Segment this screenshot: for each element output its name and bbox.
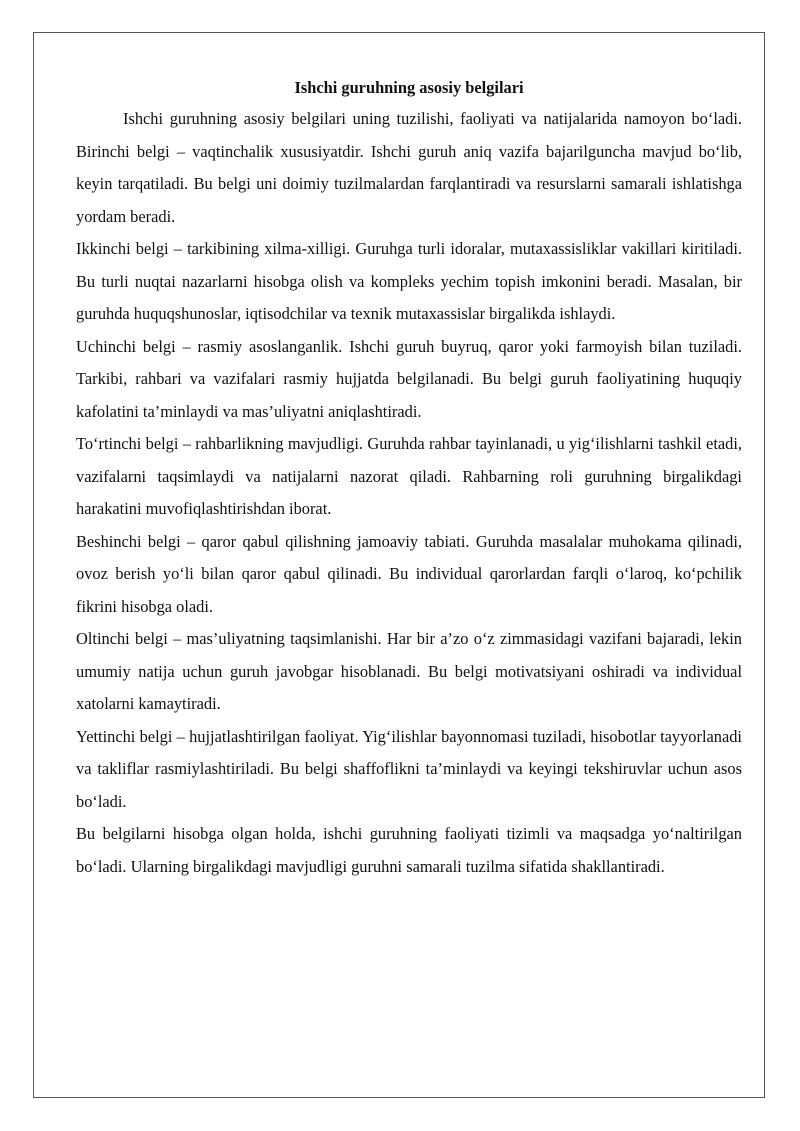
- paragraph-fourth-feature: To‘rtinchi belgi – rahbarlikning mavjudligi. Guruhda rahbar tayinlanadi, u yig‘ilishlarni tashkil etadi, vazifalarni taqsimlaydi va natijalarni nazorat qiladi. Rahbarning roli guruhning birgalikdagi harakatini muvofiqlashtirishdan iborat.: [76, 434, 742, 518]
- paragraph-conclusion: Bu belgilarni hisobga olgan holda, ishchi guruhning faoliyati tizimli va maqsadga yo‘naltirilgan bo‘ladi. Ularning birgalikdagi mavjudligi guruhni samarali tuzilma sifatida shakllantiradi.: [76, 824, 742, 876]
- document-body: [76, 76, 742, 883]
- document-title: Ishchi guruhning asosiy belgilari: [294, 78, 524, 97]
- paragraph-seventh-feature: Yettinchi belgi – hujjatlashtirilgan faoliyat. Yig‘ilishlar bayonnomasi tuziladi, hisobotlar tayyorlanadi va takliflar rasmiylashtiriladi. Bu belgi shaffoflikni ta’minlaydi va keyingi tekshiruvlar uchun asos bo‘ladi.: [76, 726, 742, 811]
- paragraph-fifth-feature: Beshinchi belgi – qaror qabul qilishning jamoaviy tabiati. Guruhda masalalar muhokama qilinadi, ovoz berish yo‘li bilan qaror qabul qilinadi. Bu individual qarorlardan farqli o‘laroq, ko‘pchilik fikrini hisobga oladi.: [76, 531, 742, 616]
- paragraph-intro: Ishchi guruhning asosiy belgilari uning tuzilishi, faoliyati va natijalarida namoyon bo‘ladi. Birinchi belgi – vaqtinchalik xususiyatdir. Ishchi guruh aniq vazifa bajarilguncha mavjud bo‘lib, keyin tarqatiladi. Bu belgi uni doimiy tuzilmalardan farqlantiradi va resurslarni samarali ishlatishga yordam beradi.: [76, 109, 742, 226]
- paragraph-second-feature: Ikkinchi belgi – tarkibining xilma-xilligi. Guruhga turli idoralar, mutaxassisliklar vakillari kiritiladi. Bu turli nuqtai nazarlarni hisobga olish va kompleks yechim topish imkonini beradi. Masalan, bir guruhda huquqshunoslar, iqtisodchilar va texnik mutaxassislar birgalikda ishlaydi.: [76, 239, 742, 323]
- paragraph-third-feature: Uchinchi belgi – rasmiy asoslanganlik. Ishchi guruh buyruq, qaror yoki farmoyish bilan tuziladi. Tarkibi, rahbari va vazifalari rasmiy hujjatda belgilanadi. Bu belgi guruh faoliyatining huquqiy kafolatini ta’minlaydi va mas’uliyatni aniqlashtiradi.: [76, 336, 742, 421]
- paragraph-sixth-feature: Oltinchi belgi – mas’uliyatning taqsimlanishi. Har bir a’zo o‘z zimmasidagi vazifani bajaradi, lekin umumiy natija uchun guruh javobgar hisoblanadi. Bu belgi motivatsiyani oshiradi va individual xatolarni kamaytiradi.: [76, 629, 742, 713]
